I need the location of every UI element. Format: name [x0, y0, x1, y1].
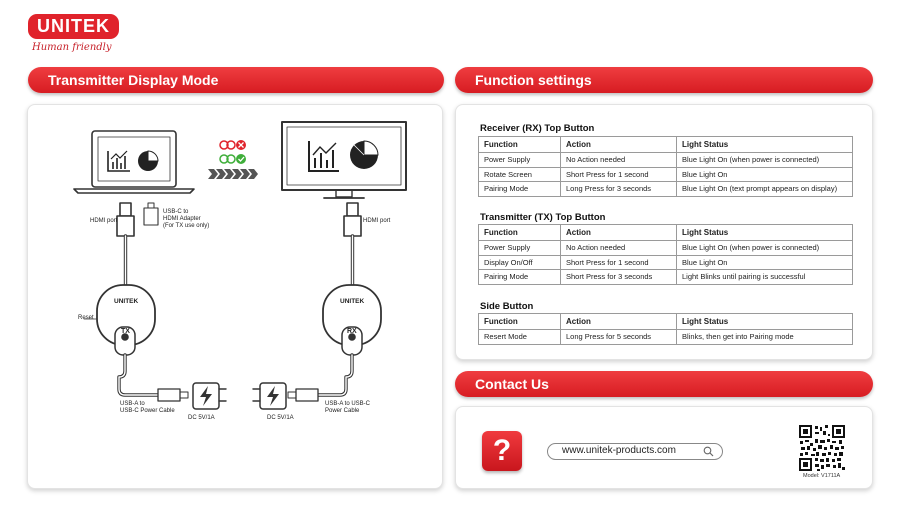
cell: Light Blinks until pairing is successful — [677, 270, 853, 285]
connection-diagram — [28, 105, 444, 490]
qr-code-icon — [799, 425, 845, 471]
cell: Display On/Off — [479, 255, 561, 270]
col-function: Function — [479, 225, 561, 241]
monitor-icon — [282, 122, 406, 198]
hdmi-dongle-left — [117, 203, 134, 287]
logo-tagline: Human friendly — [32, 42, 112, 53]
cell: Blinks, then get into Pairing mode — [677, 330, 853, 345]
table-title-side: Side Button — [480, 301, 534, 312]
model-number: Model: V1711A — [803, 473, 841, 479]
col-function: Function — [479, 314, 561, 330]
table-header-row — [479, 314, 853, 330]
usbc-adapter — [144, 203, 158, 225]
cell: Long Press for 5 seconds — [561, 330, 677, 345]
wifi-link-icon — [208, 140, 258, 179]
col-light-status: Light Status — [677, 137, 853, 153]
cell: Blue Light On — [677, 167, 853, 182]
hdmi-dongle-right — [344, 203, 361, 287]
rx-label: RX — [347, 328, 357, 335]
hdmi-port-label-left: HDMI port — [90, 218, 118, 224]
table-row — [479, 241, 853, 256]
col-function: Function — [479, 137, 561, 153]
section-header-display-mode: Transmitter Display Mode — [28, 67, 444, 93]
cell: Power Supply — [479, 241, 561, 256]
col-action: Action — [561, 314, 677, 330]
tx-label: TX — [121, 328, 130, 335]
display-mode-panel — [27, 104, 443, 489]
col-action: Action — [561, 137, 677, 153]
table-header-row — [479, 225, 853, 241]
cell: Short Press for 1 second — [561, 167, 677, 182]
section-header-function-settings: Function settings — [455, 67, 873, 93]
cell: Long Press for 3 seconds — [561, 182, 677, 197]
rx-device — [288, 285, 381, 401]
function-settings-panel — [455, 104, 873, 360]
cell: Pairing Mode — [479, 270, 561, 285]
pie-chart-icon — [138, 151, 158, 171]
table-row — [479, 153, 853, 168]
table-header-row — [479, 137, 853, 153]
table-title-rx: Receiver (RX) Top Button — [480, 123, 595, 134]
cable-label-right: USB-A to USB-C Power Cable — [325, 401, 371, 414]
table-title-tx: Transmitter (TX) Top Button — [480, 212, 606, 223]
laptop-icon — [74, 131, 194, 193]
cell: Blue Light On (when power is connected) — [677, 241, 853, 256]
side-button-table — [478, 313, 853, 345]
website-link[interactable] — [547, 443, 723, 460]
question-icon[interactable]: ? — [482, 431, 522, 471]
brand-logo — [28, 14, 119, 53]
col-action: Action — [561, 225, 677, 241]
table-row — [479, 167, 853, 182]
cell: No Action needed — [561, 241, 677, 256]
table-row — [479, 255, 853, 270]
cell: Pairing Mode — [479, 182, 561, 197]
website-text[interactable]: www.unitek-products.com — [562, 445, 676, 456]
col-light-status: Light Status — [677, 225, 853, 241]
tx-button-table — [478, 224, 853, 285]
contact-panel — [455, 406, 873, 489]
pie-chart-icon — [350, 141, 378, 169]
rx-button-table — [478, 136, 853, 197]
table-row — [479, 182, 853, 197]
search-icon — [703, 446, 714, 457]
hdmi-port-label-right: HDMI port — [363, 218, 391, 224]
section-header-contact: Contact Us — [455, 371, 873, 397]
dc-label-left: DC 5V/1A — [188, 415, 215, 421]
usbc-adapter-label: USB-C to HDMI Adapter (For TX use only) — [163, 209, 210, 229]
cell: Short Press for 3 seconds — [561, 270, 677, 285]
reset-label: Reset — [78, 315, 94, 321]
cell: Blue Light On (when power is connected) — [677, 153, 853, 168]
cell: No Action needed — [561, 153, 677, 168]
cell: Short Press for 1 second — [561, 255, 677, 270]
tx-brand-label: UNITEK — [114, 298, 139, 305]
cell: Blue Light On (text prompt appears on display) — [677, 182, 853, 197]
cell: Power Supply — [479, 153, 561, 168]
table-row — [479, 330, 853, 345]
cell: Blue Light On — [677, 255, 853, 270]
rx-brand-label: UNITEK — [340, 298, 365, 305]
cable-label-left: USB-A to USB-C Power Cable — [120, 401, 175, 414]
logo-text: UNITEK — [28, 14, 119, 39]
table-row — [479, 270, 853, 285]
cell: Resert Mode — [479, 330, 561, 345]
col-light-status: Light Status — [677, 314, 853, 330]
dc-label-right: DC 5V/1A — [267, 415, 294, 421]
cell: Rotate Screen — [479, 167, 561, 182]
